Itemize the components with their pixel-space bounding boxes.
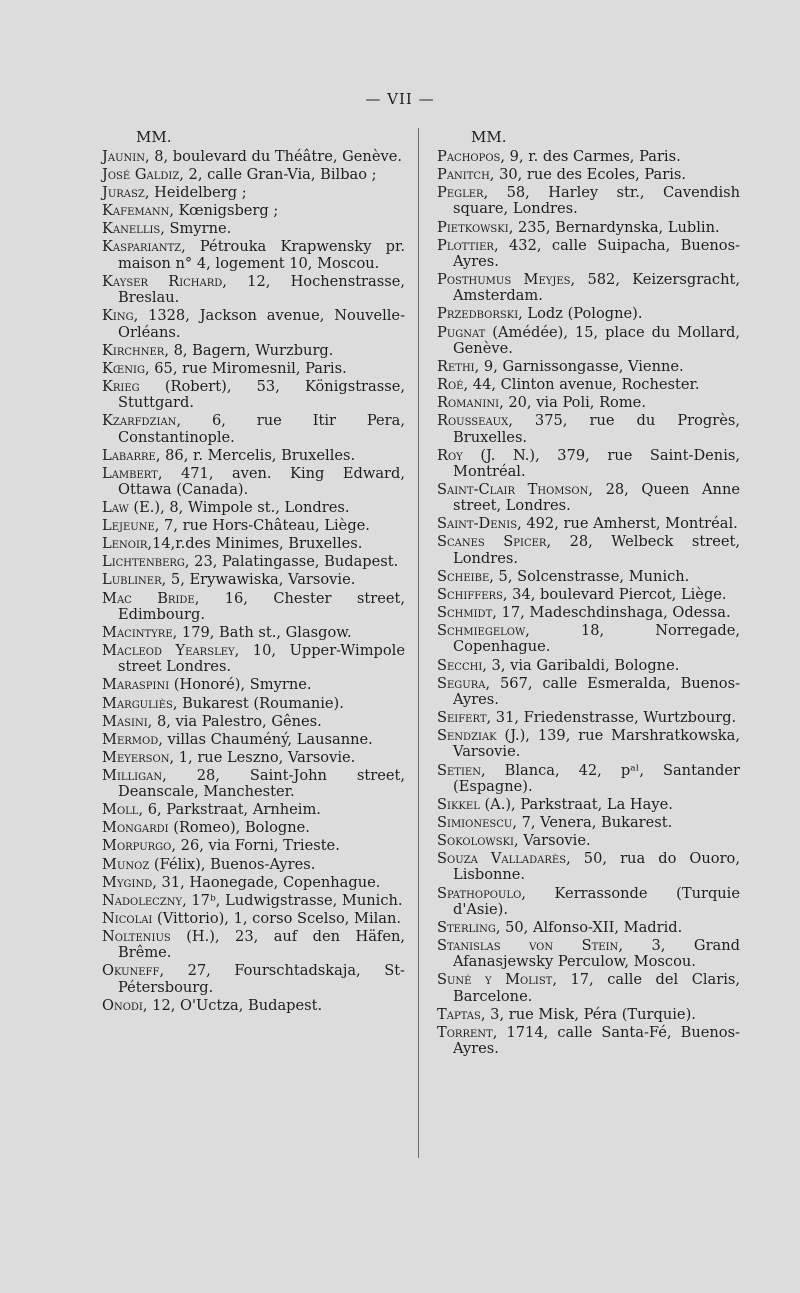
directory-entry <box>437 306 740 322</box>
right-column <box>437 127 740 1059</box>
entry-name: Saint-Denis <box>437 515 518 533</box>
directory-entry <box>102 413 405 446</box>
directory-entry <box>102 167 405 183</box>
entry-address: , 5, Solcenstrasse, Munich. <box>489 567 690 585</box>
entry-address: , 50, rua do Ouoro, Lisbonne. <box>453 850 740 884</box>
entry-name: Torrent <box>437 1023 493 1041</box>
directory-entry <box>102 308 405 341</box>
entry-address: , 17ᵇ, Ludwigstrasse, Munich. <box>182 891 403 909</box>
directory-entry <box>437 325 740 358</box>
entry-address: , 567, calle Esmeralda, Buenos-Ayres. <box>453 674 740 708</box>
entry-name: Maraspini <box>102 676 170 694</box>
left-column-header: MM. <box>136 128 172 146</box>
directory-entry <box>437 1007 740 1023</box>
entry-name: Krieg <box>102 377 140 395</box>
directory-entry <box>102 911 405 927</box>
directory-entry <box>102 536 405 552</box>
directory-entry <box>437 886 740 919</box>
entry-name: Scanes Spicer <box>437 533 547 551</box>
entry-name: Marguliès <box>102 694 173 712</box>
page-number: — VII — <box>365 90 435 108</box>
entry-name: Mygind <box>102 873 153 891</box>
entry-address: , 375, rue du Progrès, Bruxelles. <box>453 412 740 446</box>
directory-entry <box>102 857 405 873</box>
directory-entry <box>102 696 405 712</box>
entry-name: Lenoir <box>102 535 148 553</box>
directory-entry <box>437 395 740 411</box>
entry-name: Kanellis <box>102 220 161 238</box>
entry-address: , 3, rue Misk, Péra (Turquie). <box>480 1005 696 1023</box>
entry-name: Lejeune <box>102 517 155 535</box>
entry-address: , 12, Hochenstrasse, Breslau. <box>118 272 405 307</box>
right-column-header: MM. <box>471 128 507 146</box>
entry-name: Schmiegelow <box>437 622 526 640</box>
entry-name: Pietkowski <box>437 218 509 236</box>
entry-address: , 27, Fourschtadskaja, St-Pétersbourg. <box>118 962 405 996</box>
entry-address: , 8, via Palestro, Gênes. <box>147 712 322 730</box>
entry-address: (J.), 139, rue Marshratkowska, Varsovie. <box>453 727 740 761</box>
entry-name: Mongardi <box>102 819 169 837</box>
entry-name: Masini <box>102 712 148 730</box>
directory-entry <box>102 643 405 676</box>
entry-address: , Varsovie. <box>514 832 591 850</box>
entry-name: Sendziak <box>437 727 497 745</box>
entry-name: Seifert <box>437 709 487 727</box>
directory-entry <box>437 185 740 218</box>
entry-name: Meyerson <box>102 748 170 766</box>
directory-entry <box>437 534 740 567</box>
directory-entry <box>437 167 740 183</box>
entry-address: , 582, Keizersgracht, Amsterdam. <box>453 271 740 305</box>
entry-address: , villas Chauméný, Lausanne. <box>158 730 373 748</box>
entry-name: Segura <box>437 674 486 692</box>
directory-entry <box>102 820 405 836</box>
entry-address: , 1, rue Leszno, Varsovie. <box>169 748 356 766</box>
entry-address: , 20, via Poli, Rome. <box>499 394 646 412</box>
entry-address: , 16, Chester street, Edimbourg. <box>118 589 405 623</box>
directory-entry <box>102 343 405 359</box>
directory-entry <box>437 587 740 603</box>
directory-entry <box>437 710 740 726</box>
entry-address: , 31, Haonegade, Copenhague. <box>152 873 381 891</box>
entry-address: , 432, calle Suipacha, Buenos-Ayres. <box>453 236 740 270</box>
entry-name: Schiffers <box>437 585 503 603</box>
entry-address: , 179, Bath st., Glasgow. <box>172 623 352 641</box>
directory-entry <box>102 875 405 891</box>
directory-entry <box>102 448 405 464</box>
entry-name: Kœnig <box>102 359 145 377</box>
entry-address: (Romeo), Bologne. <box>168 819 310 837</box>
entry-name: Setien <box>437 761 481 779</box>
directory-entry <box>437 815 740 831</box>
entry-name: Kaspariantz <box>102 238 182 256</box>
directory-entry <box>437 833 740 849</box>
directory-entry <box>102 203 405 219</box>
entry-name: Noltenius <box>102 927 171 945</box>
entry-address: (H.), 23, auf den Häfen, Brême. <box>118 927 405 962</box>
entry-name: Milligan <box>102 766 163 784</box>
directory-entry <box>437 658 740 674</box>
entry-address: , Blanca, 42, pᵃˡ, Santander (Espagne). <box>453 761 740 795</box>
entry-address: , 26, via Forni, Trieste. <box>171 837 340 855</box>
entry-name: Mermod <box>102 730 159 748</box>
entry-address: , 17, calle del Claris, Barcelone. <box>453 971 741 1005</box>
directory-entry <box>102 625 405 641</box>
entry-name: Romanini <box>437 394 500 412</box>
directory-entry <box>102 379 405 412</box>
entry-name: Scheibe <box>437 567 490 585</box>
directory-entry <box>102 929 405 962</box>
entry-address: , 7, rue Hors-Château, Liège. <box>154 517 370 535</box>
entry-name: José Galdiz <box>102 166 180 184</box>
entry-address: , 1714, calle Santa-Fé, Buenos-Ayres. <box>453 1023 740 1058</box>
entry-name: Onodi <box>102 996 143 1014</box>
entry-name: Panitch <box>437 166 490 184</box>
entry-name: Nadoleczny <box>102 891 183 909</box>
entry-address: (Robert), 53, Königstrasse, Stuttgard. <box>118 377 405 412</box>
directory-entry <box>102 221 405 237</box>
directory-entry <box>437 797 740 813</box>
directory-entry <box>102 149 405 165</box>
directory-entry <box>102 714 405 730</box>
entry-name: Roé <box>437 376 464 394</box>
entry-name: Sokolowski <box>437 832 514 850</box>
entry-name: Kzarfdzian <box>102 412 177 430</box>
directory-entry <box>437 851 740 884</box>
entry-address: , Lodz (Pologne). <box>518 305 643 323</box>
entry-name: Plottier <box>437 236 494 254</box>
entry-address: , 1328, Jackson avenue, Nouvelle-Orléans. <box>118 307 405 341</box>
entry-address: , 3, via Garibaldi, Bologne. <box>482 656 680 674</box>
directory-entry <box>437 920 740 936</box>
entry-name: Spathopoulo <box>437 884 522 902</box>
directory-entry <box>437 238 740 271</box>
entry-name: Nicolai <box>102 909 153 927</box>
directory-entry <box>102 572 405 588</box>
left-entry-list <box>102 149 405 1014</box>
entry-address: , 471, aven. King Edward, Ottawa (Canada). <box>118 464 405 498</box>
directory-entry <box>102 750 405 766</box>
entry-address: (E.), 8, Wimpole st., Londres. <box>128 499 350 517</box>
entry-address: (J. N.), 379, rue Saint-Denis, Montréal. <box>453 446 740 480</box>
directory-entry <box>102 893 405 909</box>
entry-name: Jaunin <box>102 148 145 165</box>
entry-name: Simionescu <box>437 814 513 831</box>
directory-entry <box>102 554 405 570</box>
entry-address: , 44, Clinton avenue, Rochester. <box>463 376 700 394</box>
entry-address: , 7, Venera, Bukarest. <box>512 814 673 831</box>
right-entry-list <box>437 149 740 1058</box>
directory-entry <box>102 802 405 818</box>
directory-entry <box>437 359 740 375</box>
directory-entry <box>102 998 405 1014</box>
entry-name: Okuneff <box>102 962 160 980</box>
directory-entry <box>437 448 740 481</box>
entry-address: , 8, Bagern, Wurzburg. <box>164 341 334 359</box>
directory-entry <box>437 763 740 796</box>
entry-name: Kayser Richard <box>102 272 223 290</box>
entry-address: , 9, r. des Carmes, Paris. <box>500 148 681 165</box>
directory-entry <box>437 938 740 971</box>
entry-name: Przedborski <box>437 305 519 323</box>
entry-name: Sterling <box>437 918 496 936</box>
entry-address: , 6, rue Itir Pera, Constantinople. <box>118 412 405 446</box>
entry-address: (Honoré), Smyrne. <box>169 676 312 694</box>
entry-address: (A.), Parkstraat, La Haye. <box>479 795 673 813</box>
entry-address: (Vittorio), 1, corso Scelso, Milan. <box>152 909 402 927</box>
entry-name: Kirchner <box>102 341 165 359</box>
directory-entry <box>437 972 740 1005</box>
entry-name: Lichtenberg <box>102 553 185 571</box>
directory-entry <box>102 963 405 996</box>
entry-name: Rethi <box>437 357 475 375</box>
directory-entry <box>102 500 405 516</box>
directory-entry <box>437 149 740 165</box>
entry-name: Law <box>102 499 129 517</box>
entry-name: Lubliner <box>102 571 162 589</box>
entry-name: King <box>102 307 134 325</box>
entry-address: , 5, Erywawiska, Varsovie. <box>161 571 356 589</box>
entry-address: , 235, Bernardynska, Lublin. <box>508 218 720 236</box>
directory-entry <box>102 185 405 201</box>
entry-name: Kafemann <box>102 202 170 220</box>
entry-name: Stanislas von Stein <box>437 937 619 955</box>
entry-name: Saint-Clair Thomson <box>437 481 589 498</box>
entry-name: Pegler <box>437 184 484 202</box>
entry-name: Sikkel <box>437 795 480 813</box>
directory-entry <box>102 768 405 801</box>
directory-entry <box>102 361 405 377</box>
directory-entry <box>437 516 740 532</box>
entry-name: Roy <box>437 446 463 464</box>
entry-address: , 34, boulevard Piercot, Liège. <box>502 585 727 603</box>
entry-address: , Kœnigsberg ; <box>169 202 279 220</box>
directory-entry <box>437 377 740 393</box>
directory-entry <box>437 1025 740 1058</box>
entry-address: ,14,r.des Minimes, Bruxelles. <box>147 535 363 553</box>
directory-entry <box>437 728 740 761</box>
entry-address: , 2, calle Gran-Via, Bilbao ; <box>179 166 377 184</box>
entry-name: Souza Valladarès <box>437 850 567 868</box>
entry-address: , 18, Norregade, Copenhague. <box>453 622 740 656</box>
entry-address: , 86, r. Mercelis, Bruxelles. <box>155 446 356 464</box>
directory-entry <box>102 518 405 534</box>
directory-entry <box>102 732 405 748</box>
entry-address: , 8, boulevard du Théâtre, Genève. <box>144 148 402 165</box>
directory-entry <box>102 677 405 693</box>
entry-address: , 23, Palatingasse, Budapest. <box>184 553 399 571</box>
entry-name: Schmidt <box>437 604 493 622</box>
entry-address: , Pétrouka Krapwensky pr. maison n° 4, logement 10, Moscou. <box>118 238 405 272</box>
entry-name: Macleod Yearsley <box>102 642 235 660</box>
entry-name: Pachopos <box>437 148 501 165</box>
entry-address: , 9, Garnissongasse, Vienne. <box>474 357 684 375</box>
entry-address: , 65, rue Miromesnil, Paris. <box>144 359 347 377</box>
entry-name: Labarre <box>102 446 156 464</box>
entry-address: , 58, Harley str., Cavendish square, Londres. <box>453 184 740 218</box>
directory-entry <box>437 623 740 656</box>
entry-address: , 28, Saint-John street, Deanscale, Manchester. <box>118 766 405 801</box>
directory-entry <box>437 272 740 305</box>
entry-address: , 6, Parkstraat, Arnheim. <box>138 801 321 819</box>
entry-address: , Kerrassonde (Turquie d'Asie). <box>453 884 740 918</box>
entry-name: Morpurgo <box>102 837 172 855</box>
entry-name: Munoz <box>102 855 150 873</box>
directory-entry <box>437 482 740 515</box>
directory-entry <box>437 220 740 236</box>
entry-address: , 31, Friedenstrasse, Wurtzbourg. <box>486 709 737 727</box>
entry-name: Jurasz <box>102 184 145 202</box>
entry-address: , 30, rue des Ecoles, Paris. <box>489 166 686 184</box>
directory-entry <box>102 239 405 272</box>
entry-name: Posthumus Meyjes <box>437 271 571 289</box>
entry-name: Secchi <box>437 656 483 674</box>
entry-name: Lambert <box>102 464 158 482</box>
left-column <box>102 127 405 1016</box>
entry-name: Pugnat <box>437 323 486 341</box>
entry-address: , 3, Grand Afanasjewsky Perculow, Moscou. <box>453 937 740 971</box>
directory-entry <box>102 274 405 307</box>
entry-address: , 17, Madeschdinshaga, Odessa. <box>492 604 731 622</box>
entry-name: Mac Bride <box>102 589 195 607</box>
entry-address: , 10, Upper-Wimpole street Londres. <box>118 642 405 676</box>
entry-name: Taptas <box>437 1005 481 1023</box>
directory-entry <box>437 605 740 621</box>
entry-name: Rousseaux <box>437 412 509 430</box>
directory-entry <box>437 569 740 585</box>
entry-address: , Smyrne. <box>160 220 232 238</box>
directory-entry <box>102 591 405 624</box>
entry-address: , 12, O'Uctza, Budapest. <box>142 996 323 1014</box>
entry-address: (Félix), Buenos-Ayres. <box>149 855 316 873</box>
entry-address: , 28, Welbeck street, Londres. <box>453 533 740 567</box>
entry-name: Moll <box>102 801 139 819</box>
entry-address: (Amédée), 15, place du Mollard, Genève. <box>453 323 740 357</box>
column-divider <box>418 128 419 1158</box>
directory-entry <box>102 838 405 854</box>
entry-address: , Heidelberg ; <box>144 184 247 202</box>
entry-name: Suné y Molist <box>437 971 553 989</box>
entry-address: , 492, rue Amherst, Montréal. <box>517 515 738 533</box>
directory-entry <box>102 466 405 499</box>
entry-address: , Bukarest (Roumanie). <box>172 694 344 712</box>
entry-name: Macintyre <box>102 623 173 641</box>
entry-address: , 28, Queen Anne street, Londres. <box>453 481 740 515</box>
directory-entry <box>437 676 740 709</box>
entry-address: , 50, Alfonso-XII, Madrid. <box>495 918 683 936</box>
directory-entry <box>437 413 740 446</box>
